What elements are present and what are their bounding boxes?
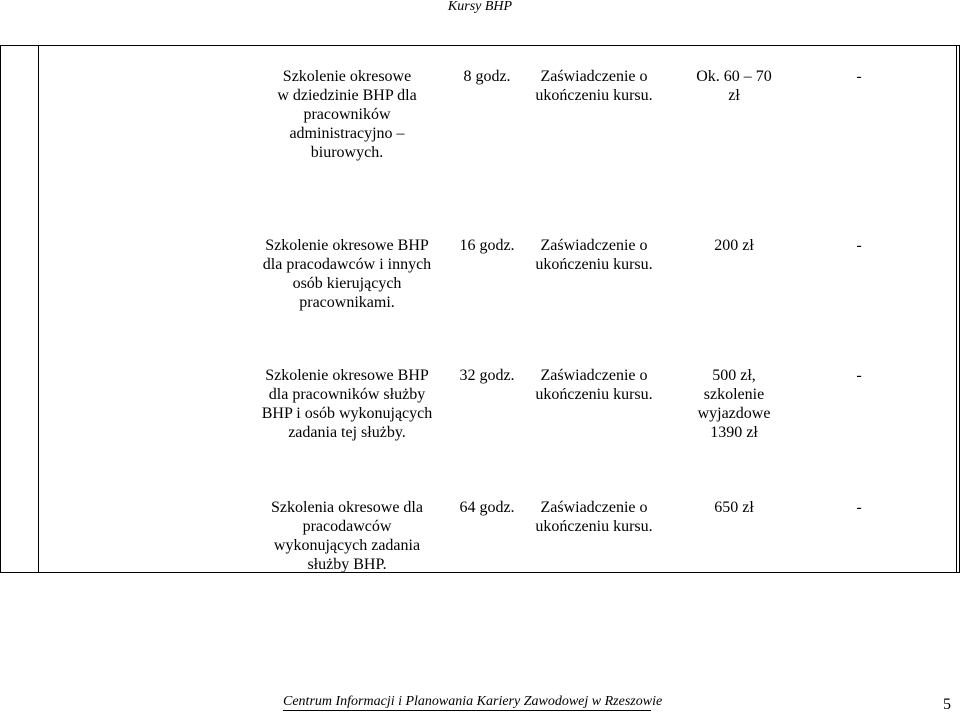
course-name-line: dla pracowników służby	[268, 386, 426, 403]
course-name	[249, 498, 445, 574]
course-name-line: w dziedzinie BHP dla	[277, 87, 417, 104]
price-line: szkolenie	[703, 386, 765, 403]
page-number: 5	[943, 696, 951, 713]
course-name-line: Szkolenie okresowe BHP	[265, 367, 429, 384]
course-name-line: pracownikami.	[299, 294, 395, 311]
course-name-line: pracodawców	[302, 518, 392, 535]
course-extra: -	[856, 367, 862, 384]
course-hours: 32 godz.	[459, 367, 515, 384]
course-hours: 64 godz.	[459, 499, 515, 516]
certificate-line: ukończeniu kursu.	[535, 87, 653, 104]
course-name	[249, 366, 445, 442]
table-divider-left	[38, 46, 39, 572]
course-extra: -	[856, 499, 862, 516]
certificate-line: Zaświadczenie o	[540, 499, 648, 516]
price-line: 200 zł	[714, 237, 754, 254]
page-header	[0, 0, 960, 15]
course-name-line: wykonujących zadania	[273, 537, 421, 554]
price-line: 500 zł,	[712, 367, 756, 384]
course-name	[249, 67, 445, 162]
course-name-line: Szkolenie okresowe BHP	[265, 237, 429, 254]
certificate-line: ukończeniu kursu.	[535, 518, 653, 535]
header-title: Kursy BHP	[447, 0, 513, 14]
course-price	[669, 67, 799, 105]
course-name-line: Szkolenia okresowe dla	[271, 499, 423, 516]
price-line: Ok. 60 – 70	[696, 68, 772, 85]
course-certificate	[529, 498, 659, 536]
course-hours: 8 godz.	[463, 68, 511, 85]
course-price	[669, 498, 799, 517]
course-name-line: osób kierujących	[292, 275, 402, 292]
certificate-line: ukończeniu kursu.	[535, 386, 653, 403]
course-name	[249, 236, 445, 312]
certificate-line: ukończeniu kursu.	[535, 256, 653, 273]
certificate-line: Zaświadczenie o	[540, 68, 648, 85]
course-hours: 16 godz.	[459, 237, 515, 254]
price-line: zł	[728, 87, 740, 104]
course-name-line: administracyjno –	[289, 125, 405, 142]
price-line: 650 zł	[714, 499, 754, 516]
course-extra: -	[856, 237, 862, 254]
price-line: wyjazdowe	[697, 405, 771, 422]
course-certificate	[529, 236, 659, 274]
course-certificate	[529, 366, 659, 404]
course-name-line: służby BHP.	[307, 556, 387, 573]
course-name-line: dla pracodawców i innych	[262, 256, 432, 273]
course-price	[669, 366, 799, 442]
course-name-line: biurowych.	[310, 144, 384, 161]
course-name-line: Szkolenie okresowe	[282, 68, 412, 85]
certificate-line: Zaświadczenie o	[540, 367, 648, 384]
course-name-line: BHP i osób wykonujących	[261, 405, 433, 422]
price-line: 1390 zł	[710, 424, 758, 441]
certificate-line: Zaświadczenie o	[540, 237, 648, 254]
courses-table	[0, 45, 960, 573]
course-certificate	[529, 67, 659, 105]
course-price	[669, 236, 799, 255]
footer-text: Centrum Informacji i Planowania Kariery Zawodowej w Rzeszowie	[283, 694, 663, 709]
course-name-line: zadania tej służby.	[288, 424, 406, 441]
footer-underline	[283, 710, 651, 711]
table-divider-right	[956, 46, 957, 572]
course-name-line: pracowników	[303, 106, 391, 123]
course-extra: -	[856, 68, 862, 85]
